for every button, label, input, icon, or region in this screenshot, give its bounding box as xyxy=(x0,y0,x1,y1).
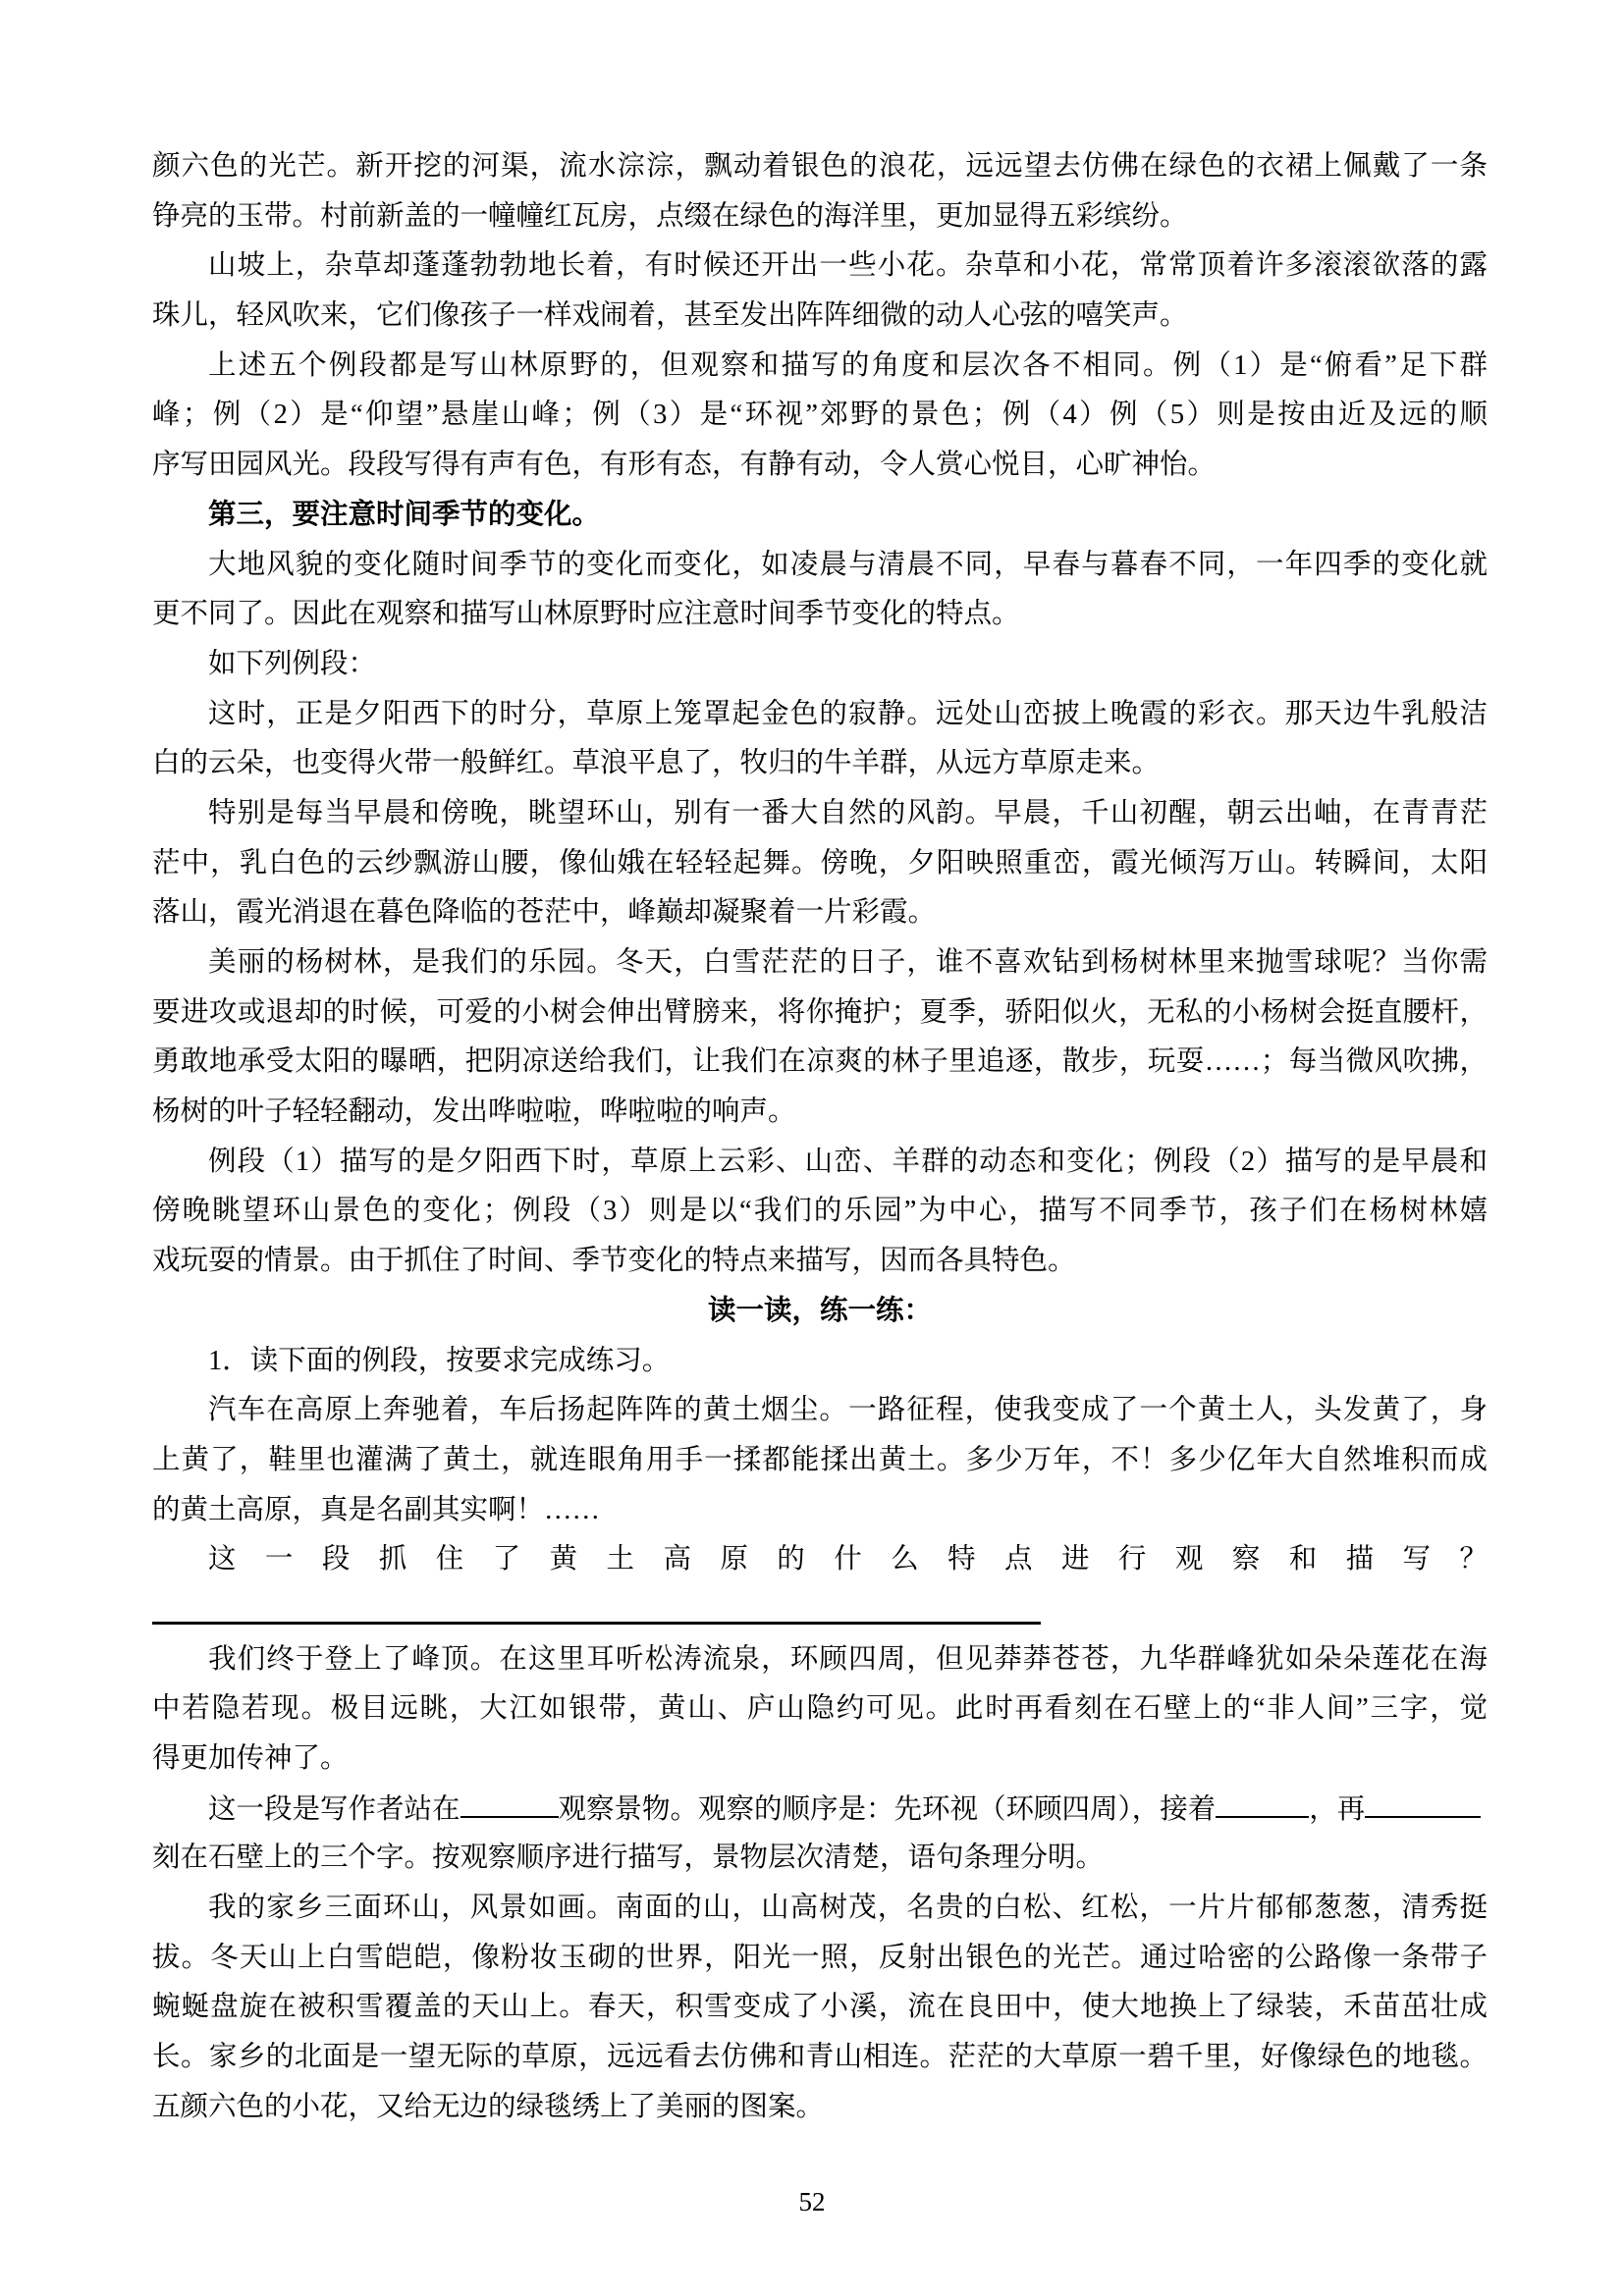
text-line: 大地风貌的变化随时间季节的变化而变化，如凌晨与清晨不同，早春与暮春不同，一年四季的变化就 xyxy=(208,549,1488,580)
fill-in-blank xyxy=(1365,1785,1481,1818)
text-line: 傍晚眺望环山景色的变化；例段（3）则是以“我们的乐园”为中心，描写不同季节，孩子们在杨树林嬉 xyxy=(152,1196,1488,1227)
text-line: 更不同了。因此在观察和描写山林原野时应注意时间季节变化的特点。 xyxy=(152,599,1020,630)
text-line: 五颜六色的小花，又给无边的绿毯绣上了美丽的图案。 xyxy=(152,2091,825,2122)
text-line: 蜿蜒盘旋在被积雪覆盖的天山上。春天，积雪变成了小溪，流在良田中，使大地换上了绿装，禾苗茁壮成 xyxy=(152,1992,1488,2023)
text-line: 中若隐若现。极目远眺，大江如银带，黄山、庐山隐约可见。此时再看刻在石壁上的“非人间”三字，觉 xyxy=(152,1693,1488,1725)
text-line: 长。家乡的北面是一望无际的草原，远远看去仿佛和青山相连。茫茫的大草原一碧千里，好像绿色的地毯。 xyxy=(152,2042,1488,2073)
text-line: 刻在石壁上的三个字。按观察顺序进行描写，景物层次清楚，语句条理分明。 xyxy=(152,1842,1105,1874)
text-line: 序写田园风光。段段写得有声有色，有形有态，有静有动，令人赏心悦目，心旷神怡。 xyxy=(152,450,1217,481)
text-segment: ，再 xyxy=(1309,1793,1366,1825)
text-line: 特别是每当早晨和傍晚，眺望环山，别有一番大自然的风韵。早晨，千山初醒，朝云出岫，在青青茫 xyxy=(208,797,1488,828)
page-number: 52 xyxy=(798,2187,826,2216)
text-line: 这时，正是夕阳西下的时分，草原上笼罩起金色的寂静。远处山峦披上晚霞的彩衣。那天边牛乳般洁 xyxy=(208,698,1488,729)
answer-blank-line xyxy=(152,1585,1488,1635)
text-line: 珠儿，轻风吹来，它们像孩子一样戏闹着，甚至发出阵阵细微的动人心弦的嘻笑声。 xyxy=(152,300,1188,332)
text-line: 如下列例段： xyxy=(208,648,377,679)
fill-in-blank xyxy=(460,1785,559,1818)
exercise-heading: 读一读，练一练： xyxy=(707,1295,932,1326)
text-line: 戏玩耍的情景。由于抓住了时间、季节变化的特点来描写，因而各具特色。 xyxy=(152,1246,1076,1277)
text-line: 拔。冬天山上白雪皑皑，像粉妆玉砌的世界，阳光一照，反射出银色的光芒。通过哈密的公路像一条带子 xyxy=(152,1942,1488,1973)
text-line: 白的云朵，也变得火带一般鲜红。草浪平息了，牧归的牛羊群，从远方草原走来。 xyxy=(152,748,1161,779)
text-line: 杨树的叶子轻轻翻动，发出哗啦啦，哗啦啦的响声。 xyxy=(152,1096,796,1128)
text-line: 峰；例（2）是“仰望”悬崖山峰；例（3）是“环视”郊野的景色；例（4）例（5）则是按由近及远的顺 xyxy=(152,400,1488,431)
text-segment: 这一段是写作者站在 xyxy=(208,1793,460,1825)
text-line: 美丽的杨树林，是我们的乐园。冬天，白雪茫茫的日子，谁不喜欢钻到杨树林里来抛雪球呢？当你需 xyxy=(208,947,1488,978)
text-line: 上述五个例段都是写山林原野的，但观察和描写的角度和层次各不相同。例（1）是“俯看”足下群 xyxy=(208,349,1488,381)
text-line: 要进攻或退却的时候，可爱的小树会伸出臂膀来，将你掩护；夏季，骄阳似火，无私的小杨树会挺直腰杆， xyxy=(152,996,1488,1028)
section-heading: 第三，要注意时间季节的变化。 xyxy=(208,499,601,530)
text-line: 勇敢地承受太阳的曝晒，把阴凉送给我们，让我们在凉爽的林子里追逐，散步，玩耍……；每当微风吹拂， xyxy=(152,1046,1488,1078)
fill-in-blank xyxy=(1216,1785,1309,1818)
text-line: 铮亮的玉带。村前新盖的一幢幢红瓦房，点缀在绿色的海洋里，更加显得五彩缤纷。 xyxy=(152,200,1188,232)
text-line: 得更加传神了。 xyxy=(152,1743,349,1774)
fill-in-question-line xyxy=(152,1785,1488,1835)
text-line: 汽车在高原上奔驰着，车后扬起阵阵的黄土烟尘。一路征程，使我变成了一个黄土人，头发黄了，身 xyxy=(208,1395,1488,1426)
text-line: 茫中，乳白色的云纱飘游山腰，像仙娥在轻轻起舞。傍晚，夕阳映照重峦，霞光倾泻万山。转瞬间，太阳 xyxy=(152,847,1488,879)
answer-underline xyxy=(152,1622,1041,1625)
text-line: 山坡上，杂草却蓬蓬勃勃地长着，有时候还开出一些小花。杂草和小花，常常顶着许多滚滚欲落的露 xyxy=(208,250,1488,282)
text-line: 例段（1）描写的是夕阳西下时，草原上云彩、山峦、羊群的动态和变化；例段（2）描写的是早晨和 xyxy=(208,1146,1488,1177)
text-line: 颜六色的光芒。新开挖的河渠，流水淙淙，飘动着银色的浪花，远远望去仿佛在绿色的衣裙上佩戴了一条 xyxy=(152,151,1488,182)
text-line: 上黄了，鞋里也灌满了黄土，就连眼角用手一揉都能揉出黄土。多少万年，不！多少亿年大自然堆积而成 xyxy=(152,1444,1488,1475)
text-line: 1．读下面的例段，按要求完成练习。 xyxy=(208,1345,671,1376)
text-line: 我们终于登上了峰顶。在这里耳听松涛流泉，环顾四周，但见莽莽苍苍，九华群峰犹如朵朵莲花在海 xyxy=(208,1643,1488,1675)
text-line: 落山，霞光消退在暮色降临的苍茫中，峰巅却凝聚着一片彩霞。 xyxy=(152,897,937,929)
document-body xyxy=(152,142,1488,2133)
text-line: 的黄土高原，真是名副其实啊！…… xyxy=(152,1494,601,1525)
text-segment: 观察景物。观察的顺序是：先环视（环顾四周），接着 xyxy=(558,1793,1217,1825)
question-line: 这一段抓住了黄土高原的什么特点进行观察和描写？ xyxy=(208,1544,1488,1575)
text-line: 我的家乡三面环山，风景如画。南面的山，山高树茂，名贵的白松、红松，一片片郁郁葱葱，清秀挺 xyxy=(208,1893,1488,1924)
